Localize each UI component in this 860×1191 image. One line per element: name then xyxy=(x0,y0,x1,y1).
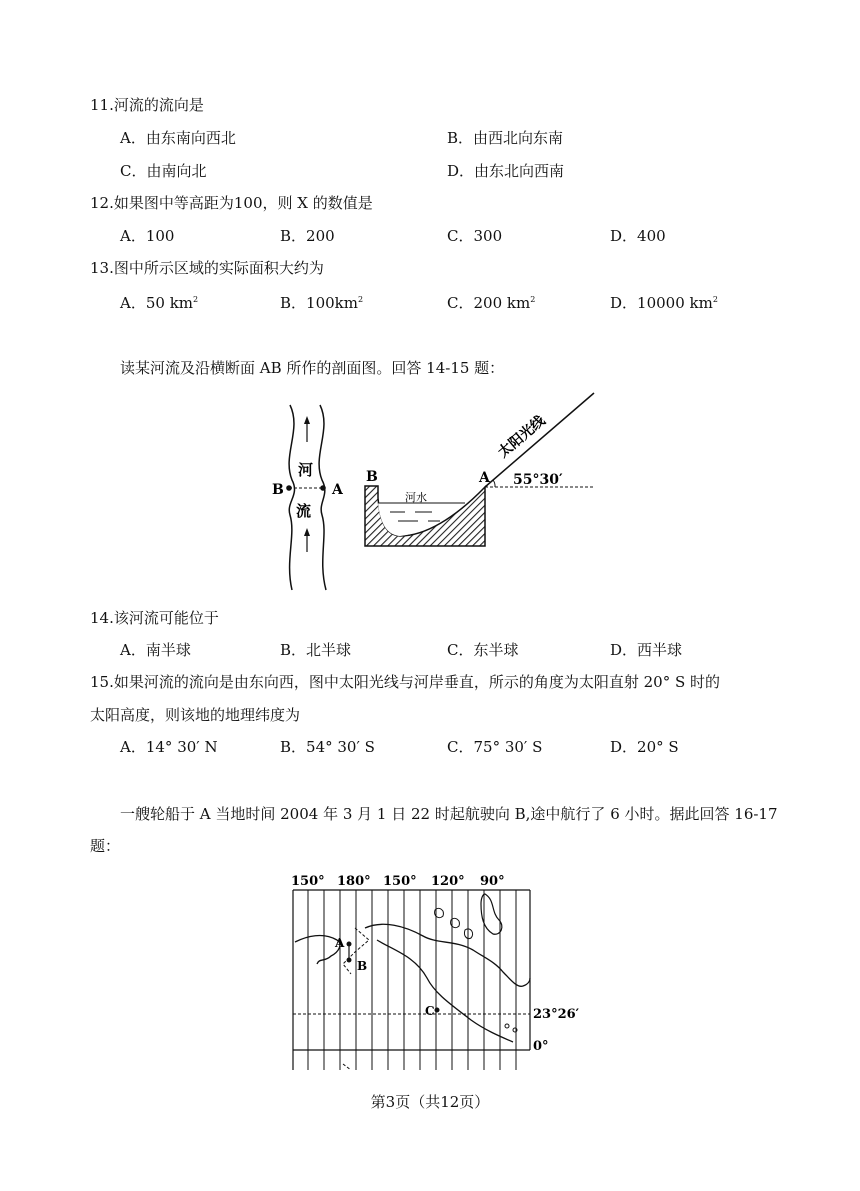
q12-option-b: B．200 xyxy=(280,227,335,245)
q13-option-c: C．200 $km^2$ xyxy=(447,294,536,312)
river-cross-section-figure xyxy=(260,390,600,595)
q15-stem-line2: 太阳高度，则该地的地理纬度为 xyxy=(90,706,301,724)
point-b-marker xyxy=(286,485,292,491)
river-char-he: 河 xyxy=(298,461,314,479)
q11-option-d: D．由东北向西南 xyxy=(447,162,565,180)
water-label: 河水 xyxy=(405,491,427,504)
point-a-marker xyxy=(347,942,352,947)
point-b-label: B xyxy=(357,959,368,973)
q12-stem: 12.如果图中等高距为100，则 X 的数值是 xyxy=(90,194,373,212)
q15-option-d: D．20° S xyxy=(610,738,679,756)
coastline-asia-icon xyxy=(295,936,340,964)
river-right-bank xyxy=(319,405,326,590)
q15-option-c: C．75° 30′ S xyxy=(447,738,543,756)
intro-16-17-line1: 一艘轮船于 A 当地时间 2004 年 3 月 1 日 22 时起航驶向 B,途中航行了 6 小时。据此回答 16-17 xyxy=(120,805,778,823)
sunlight-label: 太阳光线 xyxy=(495,412,549,462)
lon-label-150w: 150° xyxy=(291,874,325,889)
point-a-label: A xyxy=(335,936,345,950)
route-dashed-lower xyxy=(343,1064,351,1070)
island-3-icon xyxy=(464,929,472,939)
q14-option-c: C．东半球 xyxy=(447,641,519,659)
section-label-a: A xyxy=(479,470,490,486)
q13-option-d: D．10000 $km^2$ xyxy=(610,294,718,312)
point-b-marker xyxy=(347,958,352,963)
angle-label: 55°30′ xyxy=(513,472,563,488)
section-label-b: B xyxy=(366,469,378,485)
flow-arrow-upper-icon xyxy=(304,416,310,442)
q14-option-b: B．北半球 xyxy=(280,641,352,659)
q11-option-a: A．由东南向西北 xyxy=(120,129,236,147)
q13-stem: 13.图中所示区域的实际面积大约为 xyxy=(90,259,324,277)
q11-option-b: B．由西北向东南 xyxy=(447,129,564,147)
q11-stem: 11.河流的流向是 xyxy=(90,96,204,114)
q15-option-a: A．14° 30′ N xyxy=(120,738,218,756)
q15-option-b: B．54° 30′ S xyxy=(280,738,375,756)
lon-label-120: 120° xyxy=(431,874,465,889)
river-char-liu: 流 xyxy=(296,502,312,520)
q13-option-a: A．50 $km^2$ xyxy=(120,294,199,312)
point-c-marker xyxy=(435,1008,440,1013)
lon-label-180: 180° xyxy=(337,874,371,889)
q14-option-a: A．南半球 xyxy=(120,641,191,659)
q12-option-c: C．300 xyxy=(447,227,503,245)
q12-option-a: A．100 xyxy=(120,227,175,245)
q13-option-b: B．$100km^2$ xyxy=(280,294,364,312)
map-figure xyxy=(285,870,580,1070)
page-footer: 第3页（共12页） xyxy=(370,1093,490,1111)
angle-arc xyxy=(493,480,495,487)
q15-stem-line1: 15.如果河流的流向是由东向西，图中太阳光线与河岸垂直，所示的角度为太阳直射 20° S 时的 xyxy=(90,673,721,691)
intro-16-17-line2: 题： xyxy=(90,837,121,855)
tropic-label: 23°26′ xyxy=(533,1007,580,1022)
point-a-marker xyxy=(320,485,326,491)
lon-label-90: 90° xyxy=(480,874,505,889)
plan-label-a: A xyxy=(332,482,343,498)
flow-arrow-lower-icon xyxy=(304,528,310,552)
q14-option-d: D．西半球 xyxy=(610,641,683,659)
lon-label-150e: 150° xyxy=(383,874,417,889)
equator-label: 0° xyxy=(533,1039,549,1054)
point-c-label: C xyxy=(425,1004,435,1018)
q12-option-d: D．400 xyxy=(610,227,666,245)
q14-stem: 14.该河流可能位于 xyxy=(90,609,219,627)
plan-label-b: B xyxy=(272,482,284,498)
intro-14-15: 读某河流及沿横断面 AB 所作的剖面图。回答 14-15 题： xyxy=(120,359,505,377)
river-left-bank xyxy=(289,405,294,590)
q11-option-c: C．由南向北 xyxy=(120,162,207,180)
